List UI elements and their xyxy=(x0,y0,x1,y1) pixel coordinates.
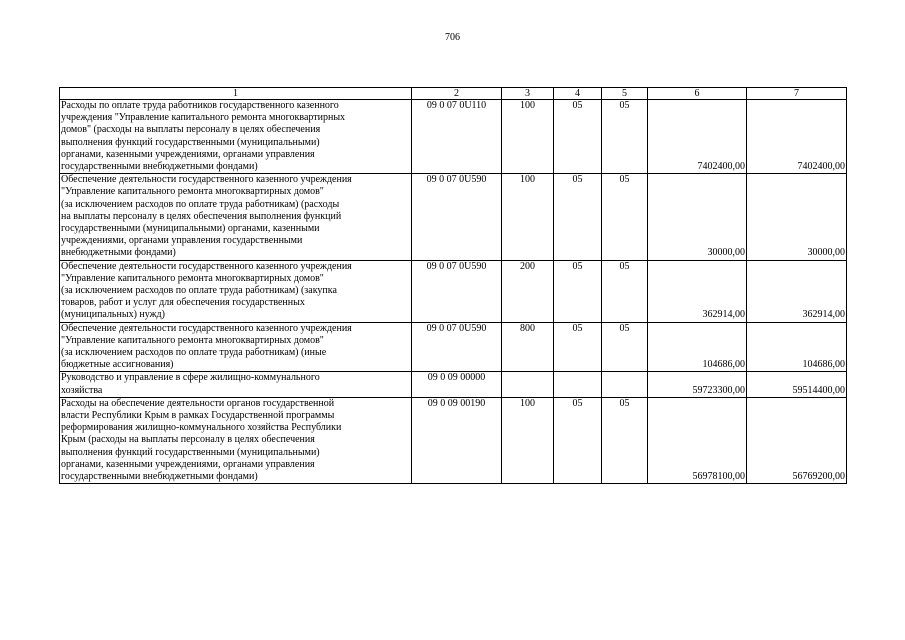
target-article-code-cell: 09 0 09 00190 xyxy=(412,397,502,483)
subsection-cell: 05 xyxy=(602,174,648,260)
section-cell: 05 xyxy=(554,322,602,372)
expense-type-cell: 200 xyxy=(502,260,554,322)
expense-description-cell: Руководство и управление в сфере жилищно-коммунального хозяйства xyxy=(60,372,412,397)
subsection-cell: 05 xyxy=(602,100,648,174)
expense-description-cell: Расходы по оплате труда работников государственного казенного учреждения "Управление капитального ремонта многоквартирных домов" (расходы на выплаты персоналу в целях обеспечения выполнения функций государственными (муниципальными) органами, казенными учреждениями, органами управления государственными внебюджетными фондами) xyxy=(60,100,412,174)
section-cell: 05 xyxy=(554,260,602,322)
amount-year1-cell: 30000,00 xyxy=(648,174,747,260)
amount-year1-cell: 7402400,00 xyxy=(648,100,747,174)
table-row xyxy=(60,174,847,260)
target-article-code-cell: 09 0 07 0U590 xyxy=(412,174,502,260)
amount-year2-cell: 7402400,00 xyxy=(747,100,847,174)
amount-year2-cell: 56769200,00 xyxy=(747,397,847,483)
amount-year1-cell: 104686,00 xyxy=(648,322,747,372)
table-header-row xyxy=(60,88,847,100)
amount-year1-cell: 56978100,00 xyxy=(648,397,747,483)
target-article-code-cell: 09 0 07 0U590 xyxy=(412,260,502,322)
subsection-cell: 05 xyxy=(602,260,648,322)
amount-year1-cell: 59723300,00 xyxy=(648,372,747,397)
amount-year2-cell: 362914,00 xyxy=(747,260,847,322)
table-row xyxy=(60,322,847,372)
section-cell xyxy=(554,372,602,397)
expense-description-cell: Обеспечение деятельности государственного казенного учреждения "Управление капитального ремонта многоквартирных домов" (за исключением расходов по оплате труда работникам) (иные бюджетные ассигнования) xyxy=(60,322,412,372)
expense-type-cell: 100 xyxy=(502,100,554,174)
expense-type-cell: 100 xyxy=(502,174,554,260)
subsection-cell xyxy=(602,372,648,397)
expense-description-cell: Расходы на обеспечение деятельности органов государственной власти Республики Крым в рамках Государственной программы реформирования жилищно-коммунального хозяйства Республики Крым (расходы на выплаты персоналу в целях обеспечения выполнения функций государственными (муниципальными) органами, казенными учреждениями, органами управления государственными внебюджетными фондами) xyxy=(60,397,412,483)
amount-year2-cell: 30000,00 xyxy=(747,174,847,260)
amount-year2-cell: 104686,00 xyxy=(747,322,847,372)
target-article-code-cell: 09 0 07 0U110 xyxy=(412,100,502,174)
section-cell: 05 xyxy=(554,100,602,174)
budget-table xyxy=(59,87,847,484)
column-header: 7 xyxy=(747,88,847,100)
amount-year2-cell: 59514400,00 xyxy=(747,372,847,397)
column-header: 6 xyxy=(648,88,747,100)
column-header: 1 xyxy=(60,88,412,100)
column-header: 2 xyxy=(412,88,502,100)
column-header: 4 xyxy=(554,88,602,100)
column-header: 3 xyxy=(502,88,554,100)
section-cell: 05 xyxy=(554,397,602,483)
expense-type-cell: 100 xyxy=(502,397,554,483)
table-row xyxy=(60,397,847,483)
target-article-code-cell: 09 0 07 0U590 xyxy=(412,322,502,372)
subsection-cell: 05 xyxy=(602,397,648,483)
expense-type-cell xyxy=(502,372,554,397)
amount-year1-cell: 362914,00 xyxy=(648,260,747,322)
section-cell: 05 xyxy=(554,174,602,260)
column-header: 5 xyxy=(602,88,648,100)
table-row xyxy=(60,100,847,174)
expense-description-cell: Обеспечение деятельности государственного казенного учреждения "Управление капитального ремонта многоквартирных домов" (за исключением расходов по оплате труда работникам) (расходы на выплаты персоналу в целях обеспечения выполнения функций государственными (муниципальными) органами, казенными учреждениями, органами управления государственными внебюджетными фондами) xyxy=(60,174,412,260)
subsection-cell: 05 xyxy=(602,322,648,372)
expense-description-cell: Обеспечение деятельности государственного казенного учреждения "Управление капитального ремонта многоквартирных домов" (за исключением расходов по оплате труда работникам) (закупка товаров, работ и услуг для обеспечения государственных (муниципальных) нужд) xyxy=(60,260,412,322)
table-row xyxy=(60,260,847,322)
target-article-code-cell: 09 0 09 00000 xyxy=(412,372,502,397)
expense-type-cell: 800 xyxy=(502,322,554,372)
page-number: 706 xyxy=(445,32,460,43)
table-row xyxy=(60,372,847,397)
